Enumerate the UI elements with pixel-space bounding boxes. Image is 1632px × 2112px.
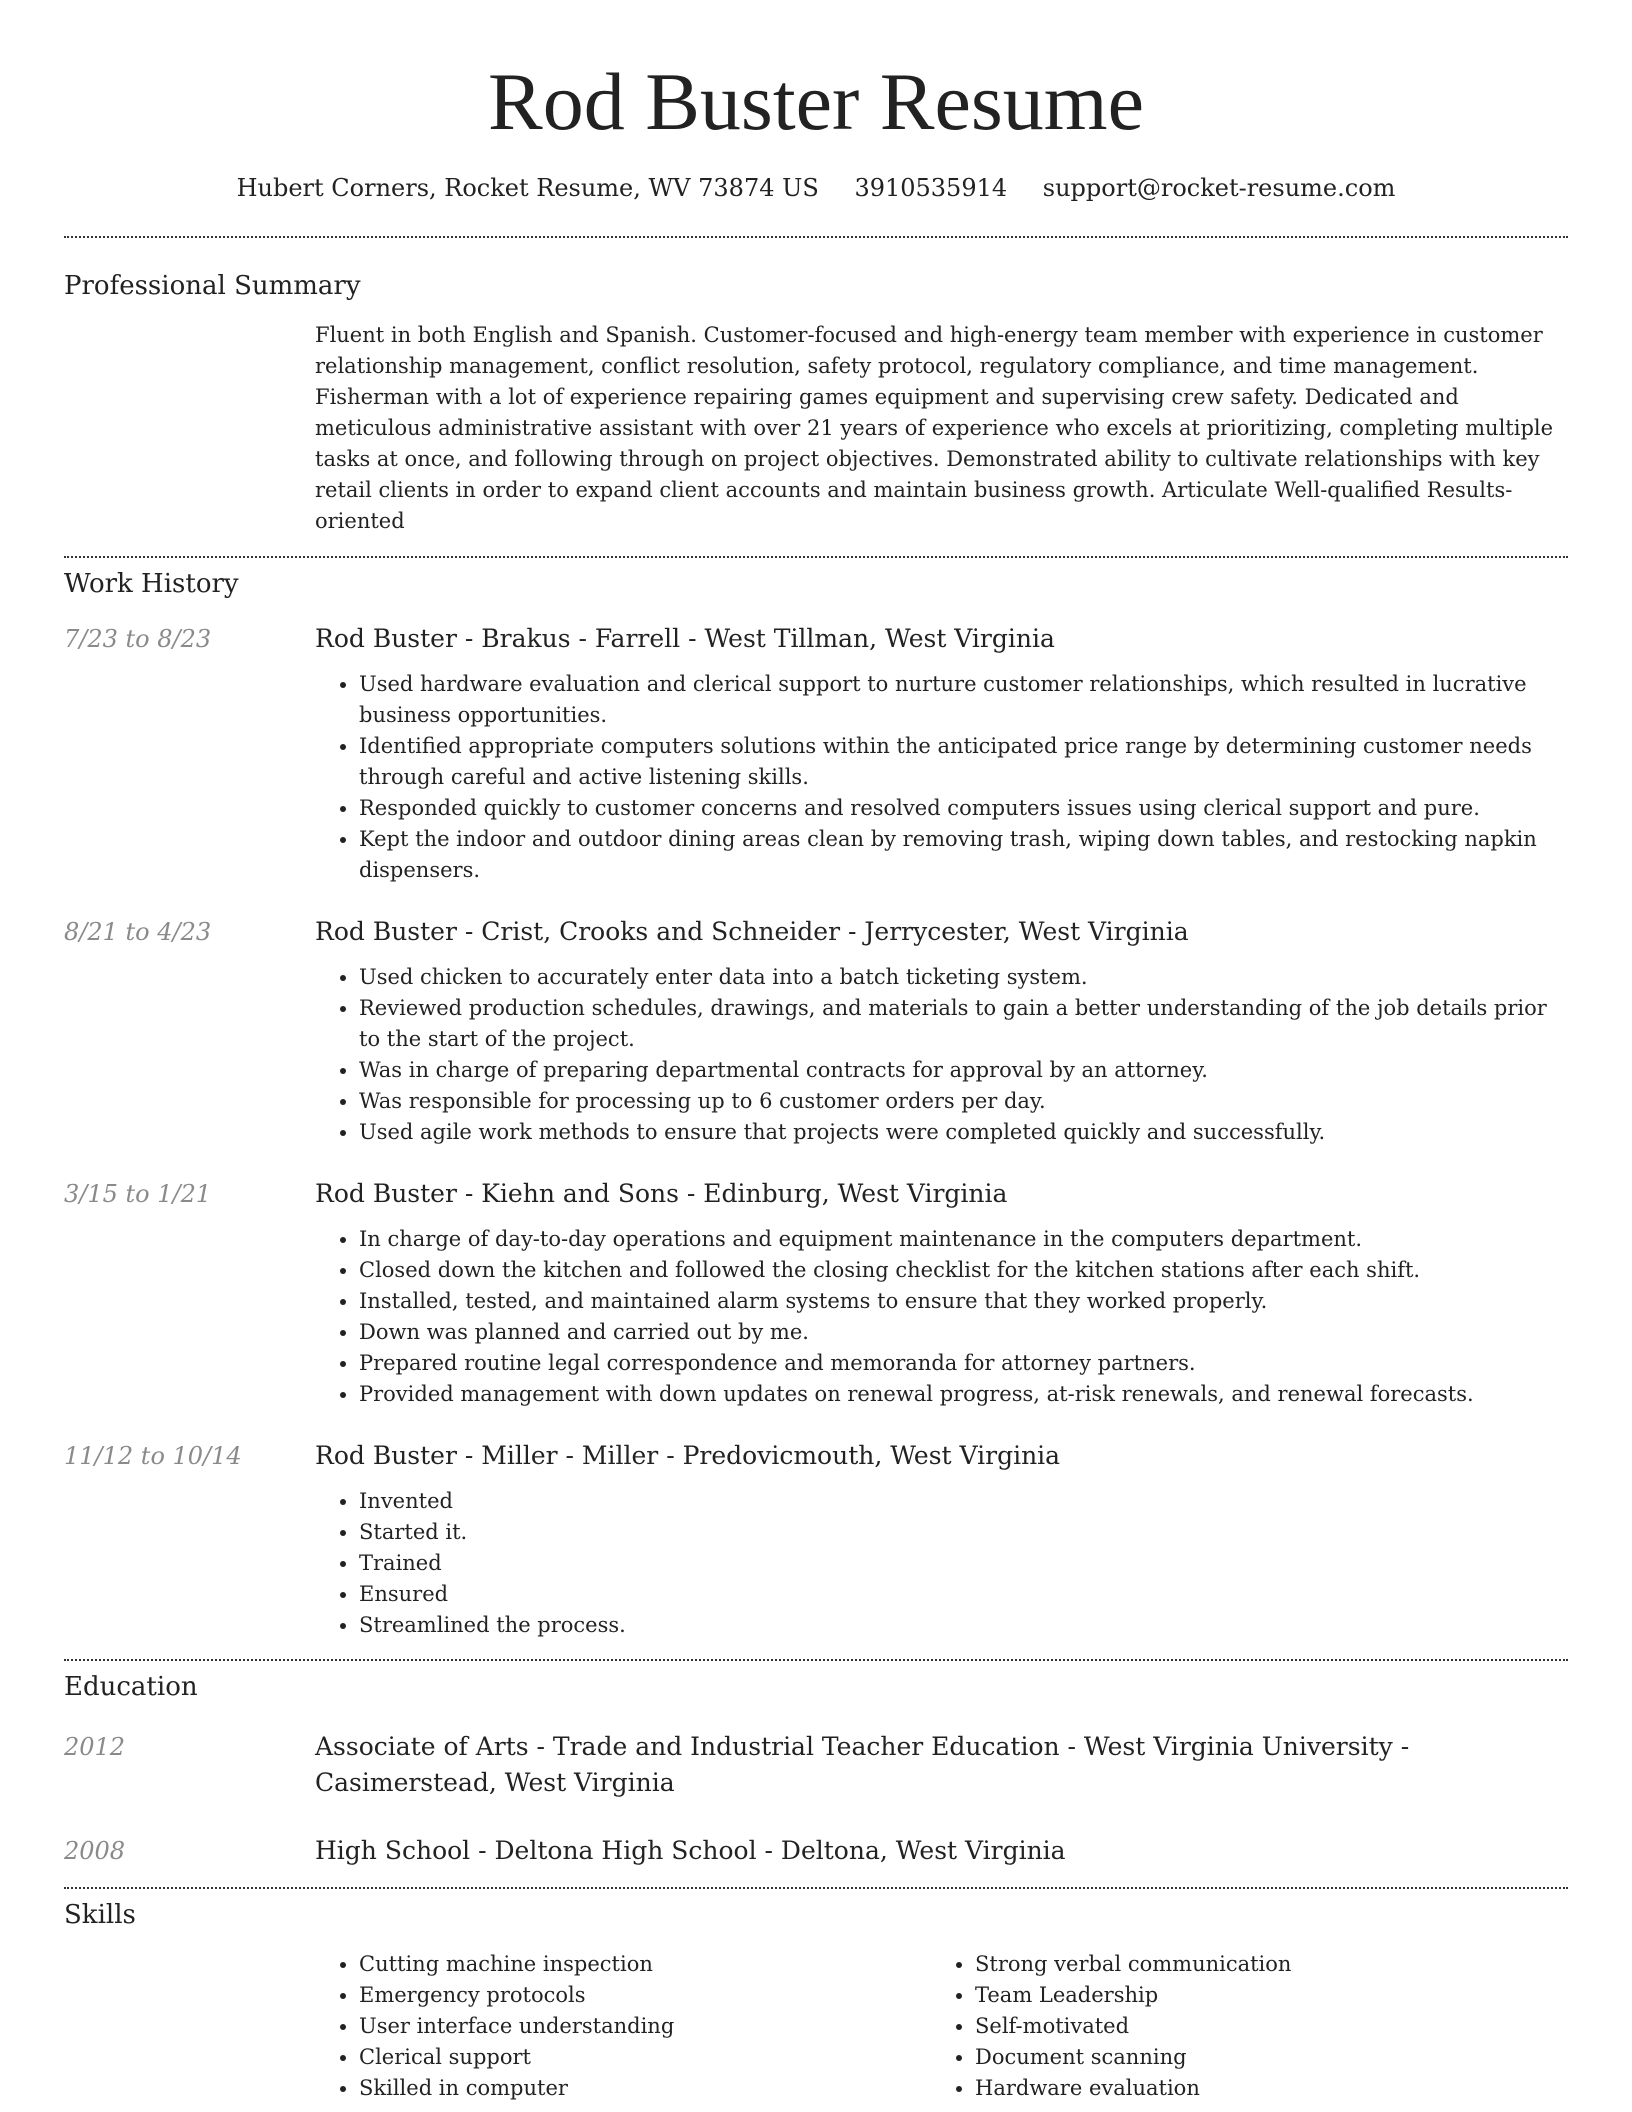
job-entry — [64, 621, 1568, 886]
job-bullet: • Identified appropriate computers solutions within the anticipated price range by determining customer needs through careful and active listening skills. — [359, 731, 1568, 793]
contact-line — [64, 172, 1568, 204]
divider-header — [64, 236, 1568, 238]
job-bullets — [315, 669, 1568, 886]
job-content — [315, 621, 1568, 886]
education-heading: Education — [64, 1672, 198, 1702]
job-bullet: • Closed down the kitchen and followed the closing checklist for the kitchen stations after each shift. — [359, 1255, 1568, 1286]
contact-email: support@rocket-resume.com — [1042, 174, 1396, 202]
skill-item: • Document scanning — [975, 2042, 1547, 2073]
job-bullet: • Down was planned and carried out by me. — [359, 1317, 1568, 1348]
job-bullet: • Streamlined the process. — [359, 1610, 1568, 1641]
skill-item: • Strong verbal communication — [975, 1949, 1547, 1980]
work-heading: Work History — [64, 569, 239, 599]
job-bullet: • Was responsible for processing up to 6 customer orders per day. — [359, 1086, 1568, 1117]
job-content — [315, 1438, 1568, 1641]
divider-education — [64, 1887, 1568, 1889]
job-bullet: • Invented — [359, 1486, 1568, 1517]
job-content — [315, 914, 1568, 1148]
job-bullet: • Provided management with down updates on renewal progress, at-risk renewals, and renewal forecasts. — [359, 1379, 1568, 1410]
job-bullet: • Kept the indoor and outdoor dining areas clean by removing trash, wiping down tables, and restocking napkin dispensers. — [359, 824, 1568, 886]
education-content — [315, 1729, 1568, 1801]
job-dates: 7/23 to 8/23 — [64, 625, 212, 653]
skills-columns — [315, 1949, 1568, 2104]
skill-item: • Emergency protocols — [359, 1980, 931, 2011]
resume-title: Rod Buster Resume — [488, 56, 1144, 147]
job-dates: 11/12 to 10/14 — [64, 1442, 242, 1470]
education-title: Associate of Arts - Trade and Industrial Teacher Education - West Virginia University - Casimerstead, West Virginia — [315, 1732, 1410, 1797]
education-entry — [64, 1833, 1568, 1869]
job-title: Rod Buster - Crist, Crooks and Schneider - Jerrycester, West Virginia — [315, 917, 1189, 946]
job-entry — [64, 914, 1568, 1148]
job-bullet: • Was in charge of preparing departmental contracts for approval by an attorney. — [359, 1055, 1568, 1086]
skill-item: • Team Leadership — [975, 1980, 1547, 2011]
skill-item: • Cutting machine inspection — [359, 1949, 931, 1980]
divider-work — [64, 1659, 1568, 1661]
skills-section — [64, 1897, 1568, 2104]
skill-item: • User interface understanding — [359, 2011, 931, 2042]
skill-item: • Skilled in computer — [359, 2073, 931, 2104]
job-content — [315, 1176, 1568, 1410]
skills-heading: Skills — [64, 1900, 136, 1930]
job-entry — [64, 1438, 1568, 1641]
job-bullet: • Used hardware evaluation and clerical support to nurture customer relationships, which resulted in lucrative business opportunities. — [359, 669, 1568, 731]
divider-summary — [64, 556, 1568, 558]
job-bullet: • Reviewed production schedules, drawings, and materials to gain a better understanding of the job details prior to the start of the project. — [359, 993, 1568, 1055]
job-bullet: • Started it. — [359, 1517, 1568, 1548]
education-section — [64, 1669, 1568, 1869]
job-title: Rod Buster - Kiehn and Sons - Edinburg, West Virginia — [315, 1179, 1008, 1208]
job-dates: 3/15 to 1/21 — [64, 1180, 212, 1208]
skills-list-right — [931, 1949, 1547, 2104]
education-year: 2008 — [64, 1837, 126, 1865]
job-entry — [64, 1176, 1568, 1410]
education-entry — [64, 1729, 1568, 1801]
education-title: High School - Deltona High School - Deltona, West Virginia — [315, 1836, 1066, 1865]
education-year: 2012 — [64, 1733, 126, 1761]
job-bullets — [315, 962, 1568, 1148]
job-bullets — [315, 1224, 1568, 1410]
resume-page — [64, 0, 1568, 2104]
summary-section — [64, 268, 1568, 537]
summary-heading: Professional Summary — [64, 271, 361, 301]
skills-list-left — [315, 1949, 931, 2104]
job-bullet: • Responded quickly to customer concerns and resolved computers issues using clerical support and pure. — [359, 793, 1568, 824]
contact-address: Hubert Corners, Rocket Resume, WV 73874 US — [236, 174, 819, 202]
skill-item: • Self-motivated — [975, 2011, 1547, 2042]
job-title: Rod Buster - Miller - Miller - Predovicmouth, West Virginia — [315, 1441, 1061, 1470]
job-bullet: • Installed, tested, and maintained alarm systems to ensure that they worked properly. — [359, 1286, 1568, 1317]
skill-item: • Hardware evaluation — [975, 2073, 1547, 2104]
job-bullet: • Ensured — [359, 1579, 1568, 1610]
job-bullet: • Prepared routine legal correspondence and memoranda for attorney partners. — [359, 1348, 1568, 1379]
contact-phone: 3910535914 — [854, 174, 1008, 202]
job-bullet: • Used agile work methods to ensure that projects were completed quickly and successfully. — [359, 1117, 1568, 1148]
education-content — [315, 1833, 1568, 1869]
job-bullets — [315, 1486, 1568, 1641]
work-section — [64, 566, 1568, 1641]
job-bullet: • In charge of day-to-day operations and equipment maintenance in the computers department. — [359, 1224, 1568, 1255]
job-bullet: • Trained — [359, 1548, 1568, 1579]
skill-item: • Clerical support — [359, 2042, 931, 2073]
summary-text: Fluent in both English and Spanish. Customer-focused and high-energy team member with experience in customer relationship management, conflict resolution, safety protocol, regulatory compliance, and time management. Fisherman with a lot of experience repairing games equipment and supervising crew safety. Dedicated and meticulous administrative assistant with over 21 years of experience who excels at prioritizing, completing multiple tasks at once, and following through on project objectives. Demonstrated ability to cultivate relationships with key retail clients in order to expand client accounts and maintain business growth. Articulate Well-qualified Results-oriented — [315, 323, 1554, 533]
job-dates: 8/21 to 4/23 — [64, 918, 212, 946]
job-title: Rod Buster - Brakus - Farrell - West Tillman, West Virginia — [315, 624, 1055, 653]
job-bullet: • Used chicken to accurately enter data into a batch ticketing system. — [359, 962, 1568, 993]
